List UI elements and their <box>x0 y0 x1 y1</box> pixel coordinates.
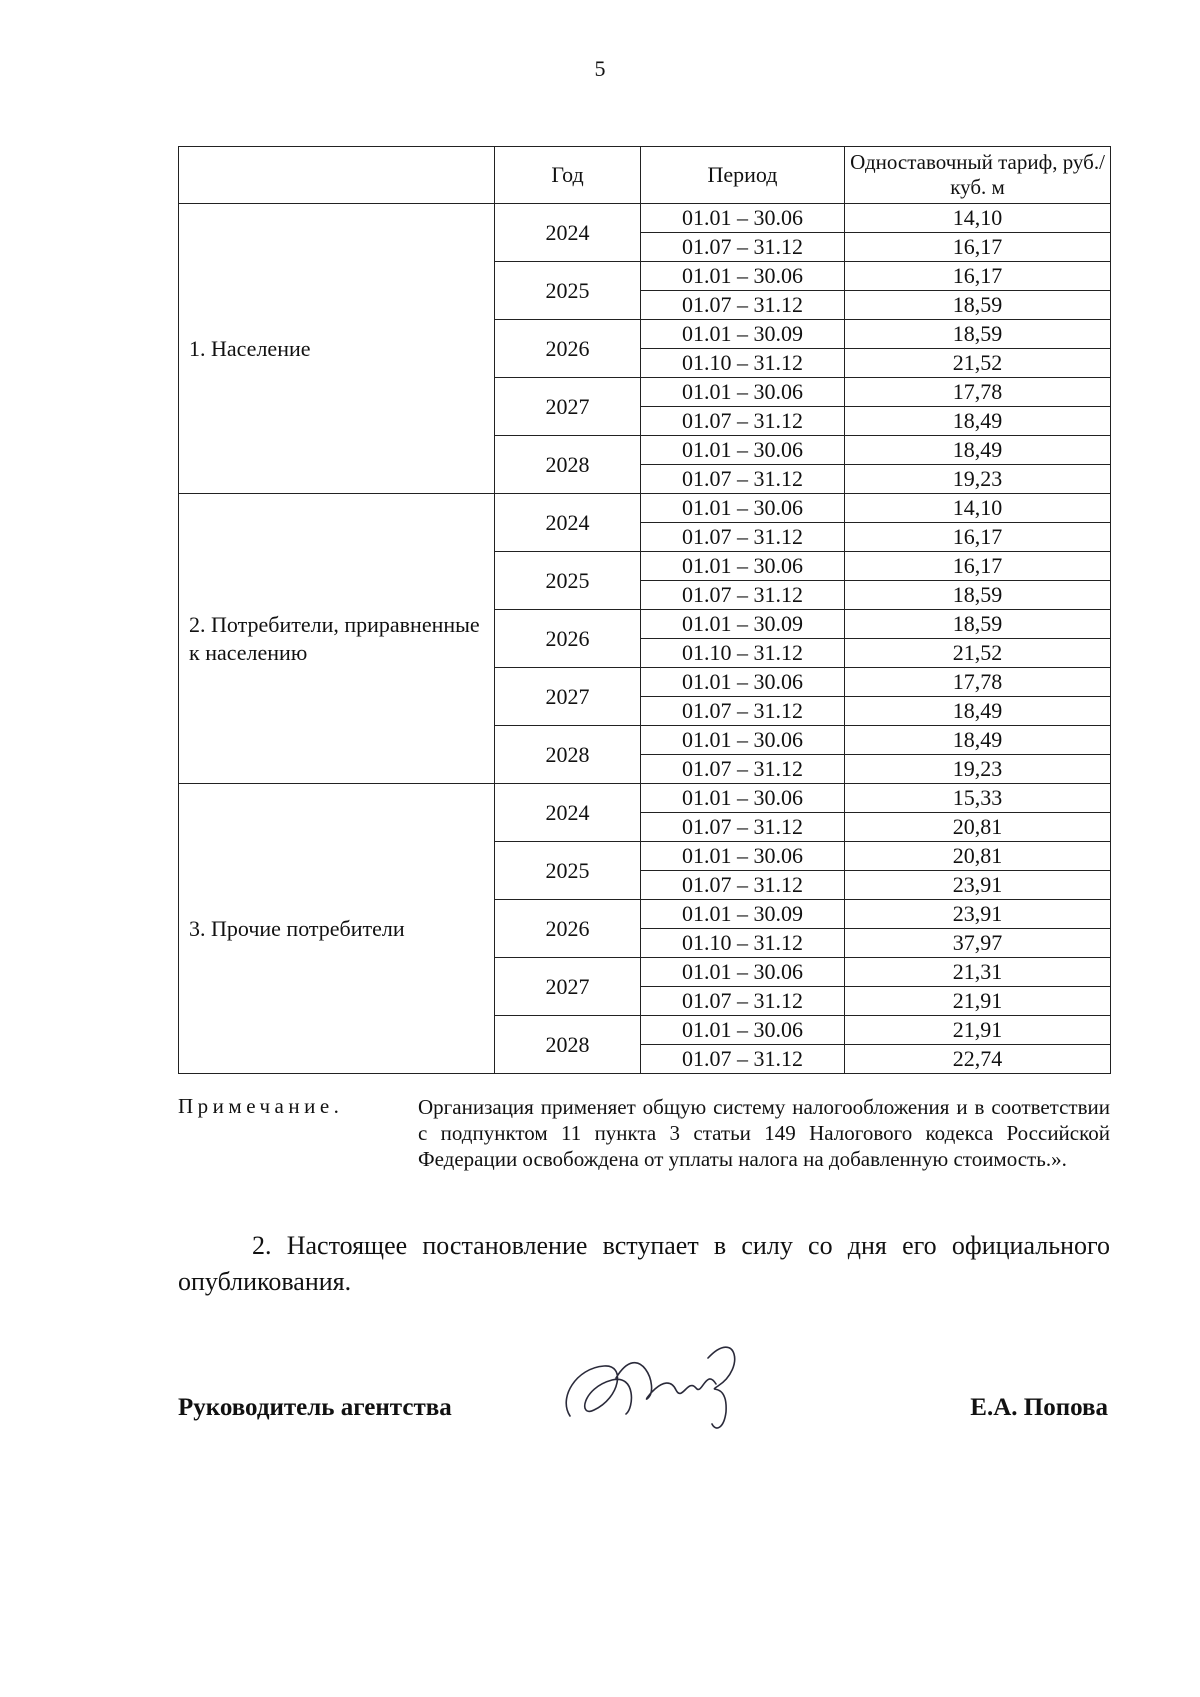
tariff-value-cell: 18,59 <box>845 610 1111 639</box>
period-cell: 01.07 – 31.12 <box>641 755 845 784</box>
period-cell: 01.01 – 30.06 <box>641 436 845 465</box>
period-cell: 01.07 – 31.12 <box>641 987 845 1016</box>
period-cell: 01.07 – 31.12 <box>641 523 845 552</box>
tariff-value-cell: 19,23 <box>845 465 1111 494</box>
tariff-value-cell: 18,49 <box>845 436 1111 465</box>
tariff-value-cell: 16,17 <box>845 233 1111 262</box>
period-cell: 01.01 – 30.06 <box>641 842 845 871</box>
tariff-value-cell: 17,78 <box>845 668 1111 697</box>
tariff-table-body <box>179 204 1111 1074</box>
year-cell: 2028 <box>495 726 641 784</box>
category-cell: 1. Население <box>179 204 495 494</box>
period-cell: 01.10 – 31.12 <box>641 639 845 668</box>
tariff-value-cell: 23,91 <box>845 871 1111 900</box>
page-number: 5 <box>594 56 606 81</box>
header-category <box>179 147 495 204</box>
tariff-value-cell: 21,52 <box>845 639 1111 668</box>
year-cell: 2024 <box>495 204 641 262</box>
period-cell: 01.01 – 30.09 <box>641 610 845 639</box>
tariff-value-cell: 21,91 <box>845 987 1111 1016</box>
period-cell: 01.07 – 31.12 <box>641 813 845 842</box>
period-cell: 01.07 – 31.12 <box>641 871 845 900</box>
year-cell: 2026 <box>495 320 641 378</box>
period-cell: 01.01 – 30.06 <box>641 726 845 755</box>
tariff-value-cell: 14,10 <box>845 204 1111 233</box>
table-row <box>179 204 1111 233</box>
header-tariff: Одноставочный тариф, руб./куб. м <box>845 147 1111 204</box>
tariff-value-cell: 16,17 <box>845 552 1111 581</box>
period-cell: 01.01 – 30.06 <box>641 958 845 987</box>
tariff-value-cell: 16,17 <box>845 523 1111 552</box>
tariff-value-cell: 18,59 <box>845 291 1111 320</box>
year-cell: 2025 <box>495 262 641 320</box>
year-cell: 2025 <box>495 552 641 610</box>
period-cell: 01.01 – 30.09 <box>641 320 845 349</box>
period-cell: 01.01 – 30.06 <box>641 668 845 697</box>
tariff-value-cell: 17,78 <box>845 378 1111 407</box>
period-cell: 01.01 – 30.06 <box>641 1016 845 1045</box>
period-cell: 01.01 – 30.06 <box>641 262 845 291</box>
period-cell: 01.07 – 31.12 <box>641 233 845 262</box>
tariff-value-cell: 21,91 <box>845 1016 1111 1045</box>
year-cell: 2027 <box>495 668 641 726</box>
period-cell: 01.10 – 31.12 <box>641 349 845 378</box>
period-cell: 01.07 – 31.12 <box>641 697 845 726</box>
year-cell: 2028 <box>495 1016 641 1074</box>
signatory-name: Е.А. Попова <box>970 1394 1108 1421</box>
year-cell: 2026 <box>495 610 641 668</box>
handwritten-signature <box>556 1328 756 1438</box>
tariff-value-cell: 16,17 <box>845 262 1111 291</box>
period-cell: 01.01 – 30.06 <box>641 378 845 407</box>
signatory-title: Руководитель агентства <box>178 1394 452 1421</box>
note-text: Организация применяет общую систему налогообложения и в соответствии с подпунктом 11 пункта 3 статьи 149 Налогового кодекса Российской Федерации освобождена от уплаты налога на добавленную стоимость.». <box>418 1095 1110 1171</box>
year-cell: 2024 <box>495 784 641 842</box>
header-year: Год <box>495 147 641 204</box>
tariff-value-cell: 18,49 <box>845 726 1111 755</box>
tariff-value-cell: 14,10 <box>845 494 1111 523</box>
table-header-row <box>179 147 1111 204</box>
year-cell: 2028 <box>495 436 641 494</box>
period-cell: 01.07 – 31.12 <box>641 465 845 494</box>
period-cell: 01.10 – 31.12 <box>641 929 845 958</box>
period-cell: 01.01 – 30.06 <box>641 784 845 813</box>
tariff-value-cell: 18,49 <box>845 697 1111 726</box>
period-cell: 01.07 – 31.12 <box>641 407 845 436</box>
period-cell: 01.01 – 30.06 <box>641 494 845 523</box>
tariff-value-cell: 20,81 <box>845 842 1111 871</box>
clause-2: 2. Настоящее постановление вступает в силу со дня его официального опубликования. <box>178 1231 1110 1296</box>
tariff-value-cell: 23,91 <box>845 900 1111 929</box>
tariff-value-cell: 20,81 <box>845 813 1111 842</box>
year-cell: 2027 <box>495 958 641 1016</box>
tariff-value-cell: 15,33 <box>845 784 1111 813</box>
tariff-value-cell: 37,97 <box>845 929 1111 958</box>
year-cell: 2025 <box>495 842 641 900</box>
period-cell: 01.01 – 30.06 <box>641 204 845 233</box>
tariff-value-cell: 19,23 <box>845 755 1111 784</box>
year-cell: 2026 <box>495 900 641 958</box>
tariff-value-cell: 21,31 <box>845 958 1111 987</box>
tariff-value-cell: 21,52 <box>845 349 1111 378</box>
note-label: Примечание. <box>178 1094 344 1118</box>
category-cell: 3. Прочие потребители <box>179 784 495 1074</box>
period-cell: 01.01 – 30.06 <box>641 552 845 581</box>
tariff-value-cell: 18,49 <box>845 407 1111 436</box>
period-cell: 01.01 – 30.09 <box>641 900 845 929</box>
year-cell: 2027 <box>495 378 641 436</box>
tariff-value-cell: 18,59 <box>845 320 1111 349</box>
table-row <box>179 494 1111 523</box>
tariff-table <box>178 146 1111 1074</box>
table-row <box>179 784 1111 813</box>
category-cell: 2. Потребители, приравненные к населению <box>179 494 495 784</box>
tariff-value-cell: 22,74 <box>845 1045 1111 1074</box>
period-cell: 01.07 – 31.12 <box>641 581 845 610</box>
period-cell: 01.07 – 31.12 <box>641 291 845 320</box>
header-period: Период <box>641 147 845 204</box>
tariff-value-cell: 18,59 <box>845 581 1111 610</box>
year-cell: 2024 <box>495 494 641 552</box>
period-cell: 01.07 – 31.12 <box>641 1045 845 1074</box>
